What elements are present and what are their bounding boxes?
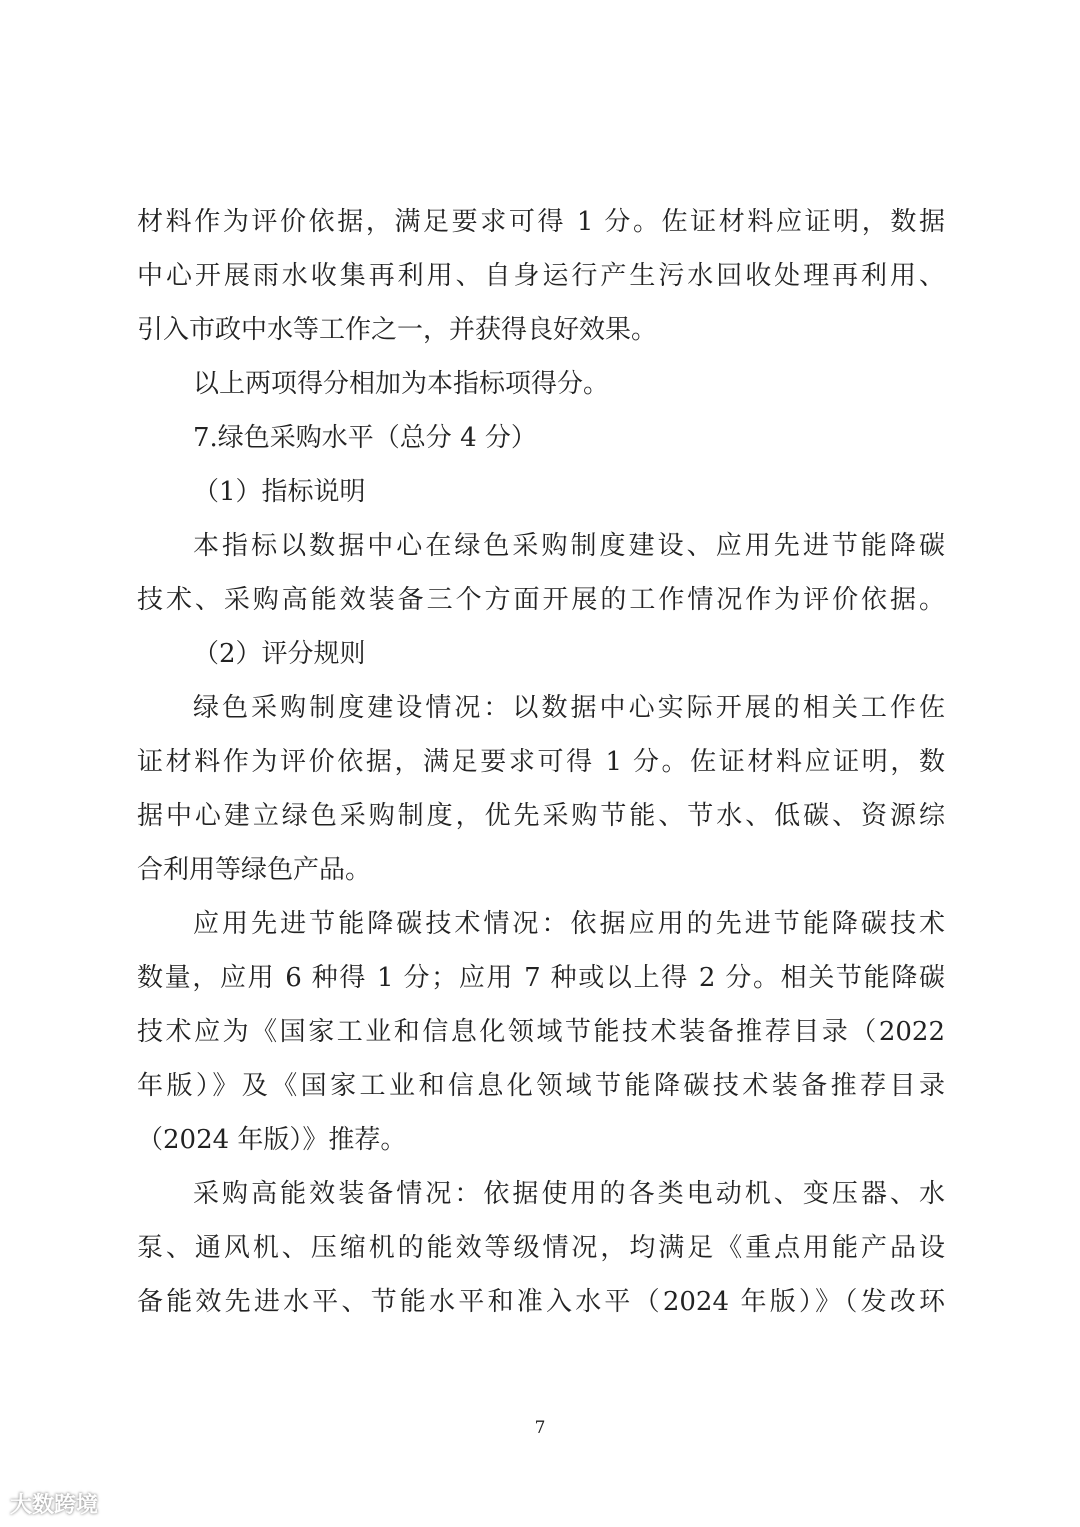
text-line: （2024 年版）》推荐。 <box>137 1125 407 1155</box>
text-line: 材料作为评价依据，满足要求可得 1 分。佐证材料应证明，数据 <box>137 207 945 237</box>
text-line: 技术应为《国家工业和信息化领域节能技术装备推荐目录（2022 <box>137 1017 945 1047</box>
text-line: （1）指标说明 <box>193 477 366 507</box>
page-number: 7 <box>534 1418 546 1438</box>
text-line: 采购高能效装备情况：依据使用的各类电动机、变压器、水 <box>193 1179 945 1209</box>
text-line: 数量，应用 6 种得 1 分；应用 7 种或以上得 2 分。相关节能降碳 <box>137 963 945 993</box>
text-line: 合利用等绿色产品。 <box>137 855 372 885</box>
text-line: 据中心建立绿色采购制度，优先采购节能、节水、低碳、资源综 <box>137 801 945 831</box>
text-line: 中心开展雨水收集再利用、自身运行产生污水回收处理再利用、 <box>137 261 945 291</box>
text-line: 技术、采购高能效装备三个方面开展的工作情况作为评价依据。 <box>137 585 945 615</box>
watermark-text: 大数跨境 <box>10 1493 99 1518</box>
text-line: 绿色采购制度建设情况：以数据中心实际开展的相关工作佐 <box>193 693 945 723</box>
text-line: 泵、通风机、压缩机的能效等级情况，均满足《重点用能产品设 <box>137 1233 945 1263</box>
text-line: 应用先进节能降碳技术情况：依据应用的先进节能降碳技术 <box>193 909 945 939</box>
text-line: 本指标以数据中心在绿色采购制度建设、应用先进节能降碳 <box>193 531 945 561</box>
text-line: 7.绿色采购水平（总分 4 分） <box>193 423 537 453</box>
text-line: 以上两项得分相加为本指标项得分。 <box>193 369 610 399</box>
text-line: 引入市政中水等工作之一，并获得良好效果。 <box>137 315 658 345</box>
text-line: 备能效先进水平、节能水平和准入水平（2024 年版）》（发改环 <box>137 1287 945 1317</box>
text-line: 年版）》及《国家工业和信息化领域节能降碳技术装备推荐目录 <box>137 1071 945 1101</box>
text-line: （2）评分规则 <box>193 639 366 669</box>
text-line: 证材料作为评价依据，满足要求可得 1 分。佐证材料应证明，数 <box>137 747 945 777</box>
watermark-logo <box>10 1488 98 1519</box>
